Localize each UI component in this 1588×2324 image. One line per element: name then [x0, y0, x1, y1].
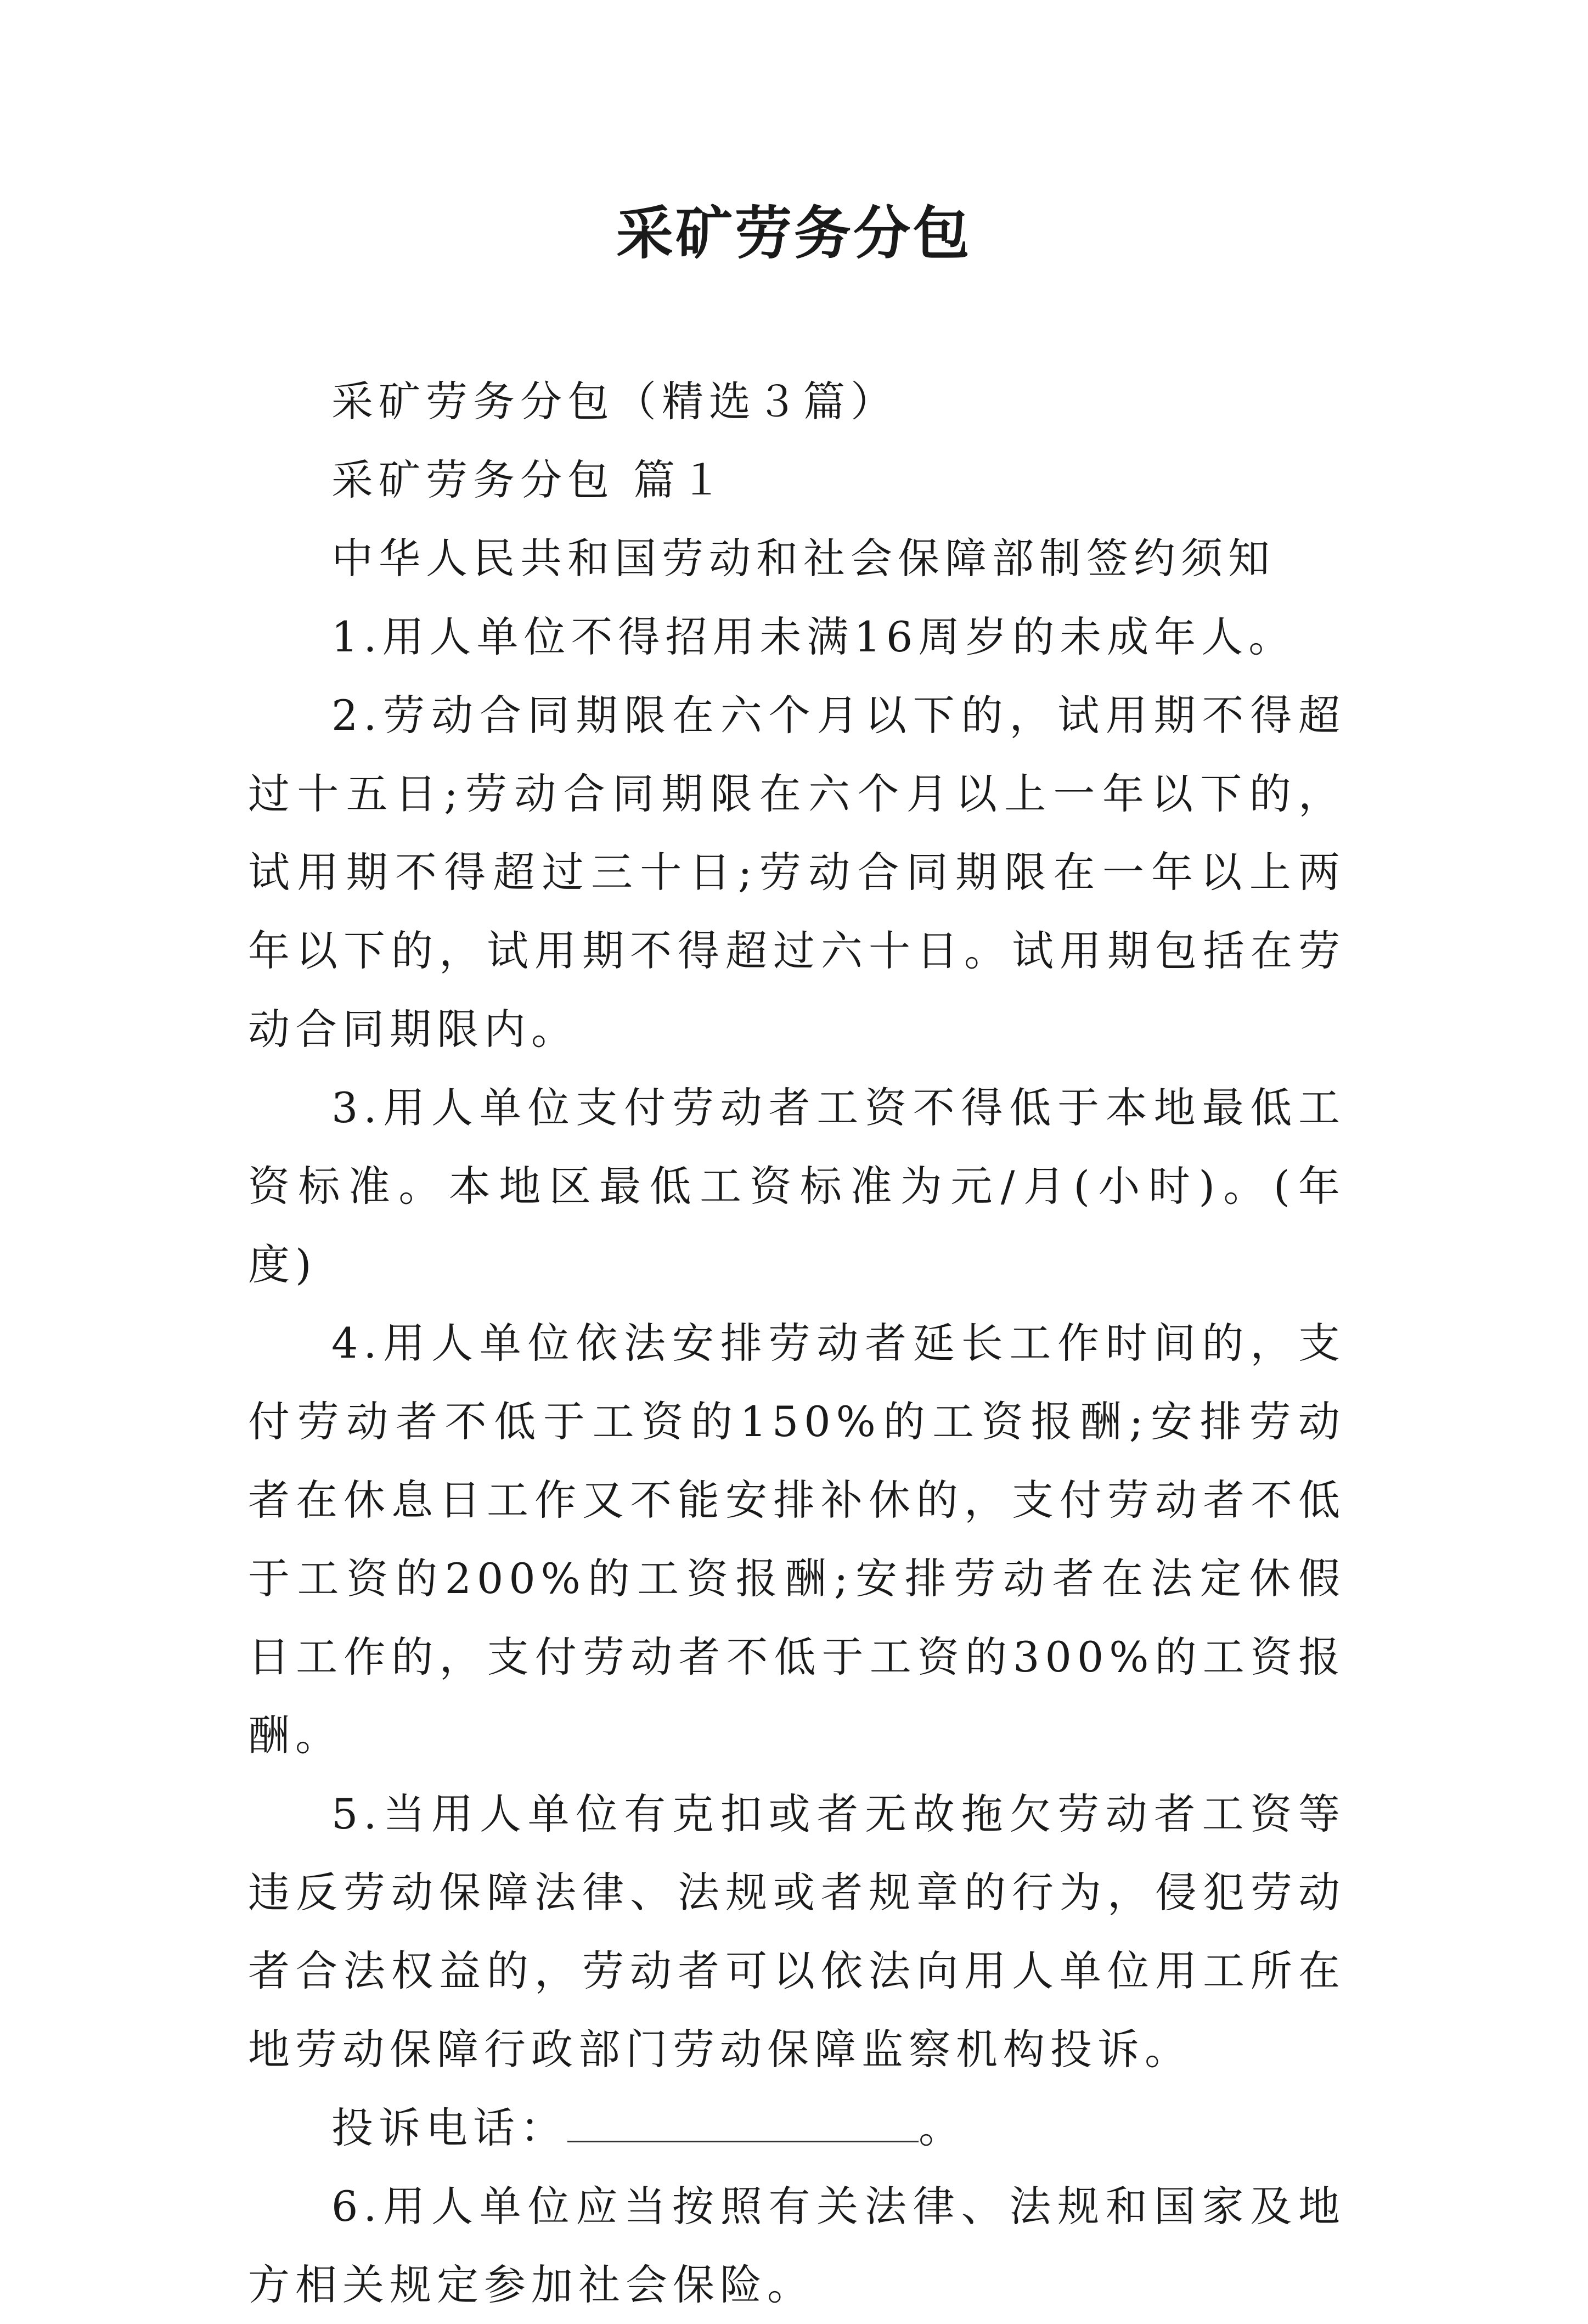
notice-heading: 中华人民共和国劳动和社会保障部制签约须知 [331, 534, 1275, 583]
complaint-phone-blank [567, 2104, 919, 2142]
notice-item-6: 6.用人单位应当按照有关法律、法规和国家及地方相关规定参加社会保险。 [248, 2182, 1345, 2309]
section-heading: 采矿劳务分包 篇１ [331, 455, 728, 504]
notice-item-1: 1.用人单位不得招用未满16周岁的未成年人。 [331, 612, 1296, 661]
notice-item-4: 4.用人单位依法安排劳动者延长工作时间的，支付劳动者不低于工资的150%的工资报酬;安排劳动者在休息日工作又不能安排补休的，支付劳动者不低于工资的200%的工资报酬;安排劳动者在法定休假日工作的，支付劳动者不低于工资的300%的工资报酬。 [248, 1319, 1345, 1760]
notice-item-3: 3.用人单位支付劳动者工资不得低于本地最低工资标准。本地区最低工资标准为元/月(小时)。(年度) [248, 1083, 1345, 1289]
notice-item-5: 5.当用人单位有克扣或者无故拖欠劳动者工资等违反劳动保障法律、法规或者规章的行为，侵犯劳动者合法权益的，劳动者可以依法向用人单位用工所在地劳动保障行政部门劳动保障监察机构投诉。 [248, 1790, 1345, 2074]
complaint-phone-label: 投诉电话： [331, 2103, 567, 2152]
complaint-phone-line [248, 2089, 1345, 2167]
document-body [248, 362, 1345, 2324]
document-title: 采矿劳务分包 [616, 199, 972, 267]
notice-item-2: 2.劳动合同期限在六个月以下的，试用期不得超过十五日;劳动合同期限在六个月以上一年以下的，试用期不得超过三十日;劳动合同期限在一年以上两年以下的，试用期不得超过六十日。试用期包括在劳动合同期限内。 [248, 691, 1345, 1054]
subtitle-paragraph: 采矿劳务分包（精选３篇） [331, 377, 898, 426]
complaint-phone-end-mark: 。 [919, 2103, 966, 2152]
